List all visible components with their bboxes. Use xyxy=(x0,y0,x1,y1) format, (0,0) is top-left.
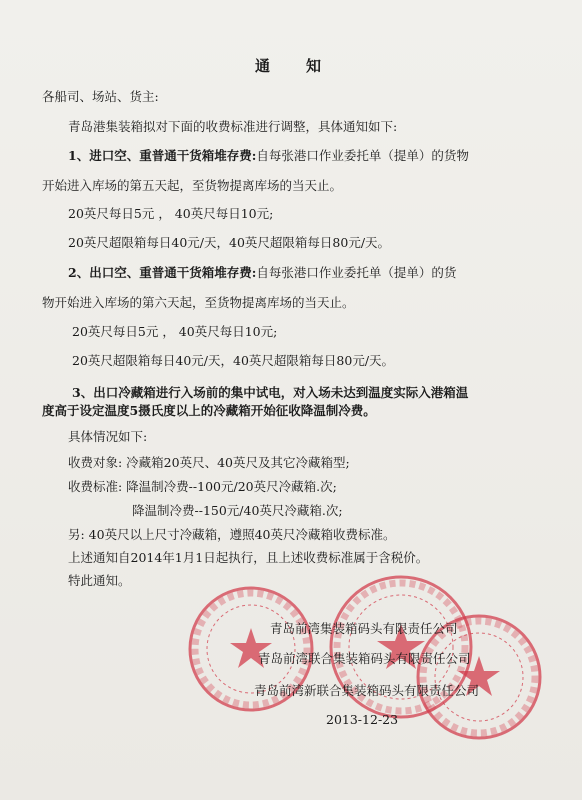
charge-standard-line: 收费标准: 降温制冷费--100元/20英尺冷藏箱.次; xyxy=(68,479,337,494)
section-3-line-2: 度高于设定温度5摄氏度以上的冷藏箱开始征收降温制冷费。 xyxy=(42,403,376,418)
section-2-rate-2: 20英尺超限箱每日40元/天，40英尺超限箱每日80元/天。 xyxy=(72,353,395,368)
section-2-body-b: 物开始进入库场的第六天起，至货物提离库场的当天止。 xyxy=(42,295,355,310)
section-1-rate-2: 20英尺超限箱每日40元/天，40英尺超限箱每日80元/天。 xyxy=(68,235,391,250)
section-1-body-a: 自每张港口作业委托单（提单）的货物 xyxy=(256,148,469,163)
section-2-line-1 xyxy=(68,265,456,281)
signature-company-1: 青岛前湾集装箱码头有限责任公司 xyxy=(270,621,458,636)
section-2-rate-1: 20英尺每日5元 ， 40英尺每日10元; xyxy=(72,324,278,339)
effective-date-line: 上述通知自2014年1月1日起执行，且上述收费标准属于含税价。 xyxy=(68,550,429,565)
intro-paragraph: 青岛港集装箱拟对下面的收费标准进行调整，具体通知如下: xyxy=(68,119,398,134)
section-2-body-a: 自每张港口作业委托单（提单）的货 xyxy=(256,265,457,280)
charge-object-line: 收费对象: 冷藏箱20英尺、40英尺及其它冷藏箱型; xyxy=(68,455,350,470)
section-1-heading: 1、进口空、重普通干货箱堆存费: xyxy=(68,148,257,163)
signature-company-2: 青岛前湾联合集装箱码头有限责任公司 xyxy=(258,651,471,666)
other-note-line: 另: 40英尺以上尺寸冷藏箱，遵照40英尺冷藏箱收费标准。 xyxy=(68,527,396,542)
signature-company-3: 青岛前湾新联合集装箱码头有限责任公司 xyxy=(254,683,480,698)
notice-title: 通知 xyxy=(254,57,357,75)
section-1-body-b: 开始进入库场的第五天起，至货物提离库场的当天止。 xyxy=(42,178,343,193)
section-3-line-1: 3、出口冷藏箱进行入场前的集中试电，对入场未达到温度实际入港箱温 xyxy=(72,385,469,400)
section-1-line-1 xyxy=(68,148,469,164)
charge-standard-line-2: 降温制冷费--150元/40英尺冷藏箱.次; xyxy=(132,503,343,518)
section-1-rate-1: 20英尺每日5元 ， 40英尺每日10元; xyxy=(68,206,274,221)
closing-line: 特此通知。 xyxy=(68,573,131,588)
salutation: 各船司、场站、货主: xyxy=(42,89,159,104)
signature-date: 2013-12-23 xyxy=(326,712,399,727)
details-heading: 具体情况如下: xyxy=(68,429,148,444)
section-2-heading: 2、出口空、重普通干货箱堆存费: xyxy=(68,265,257,280)
